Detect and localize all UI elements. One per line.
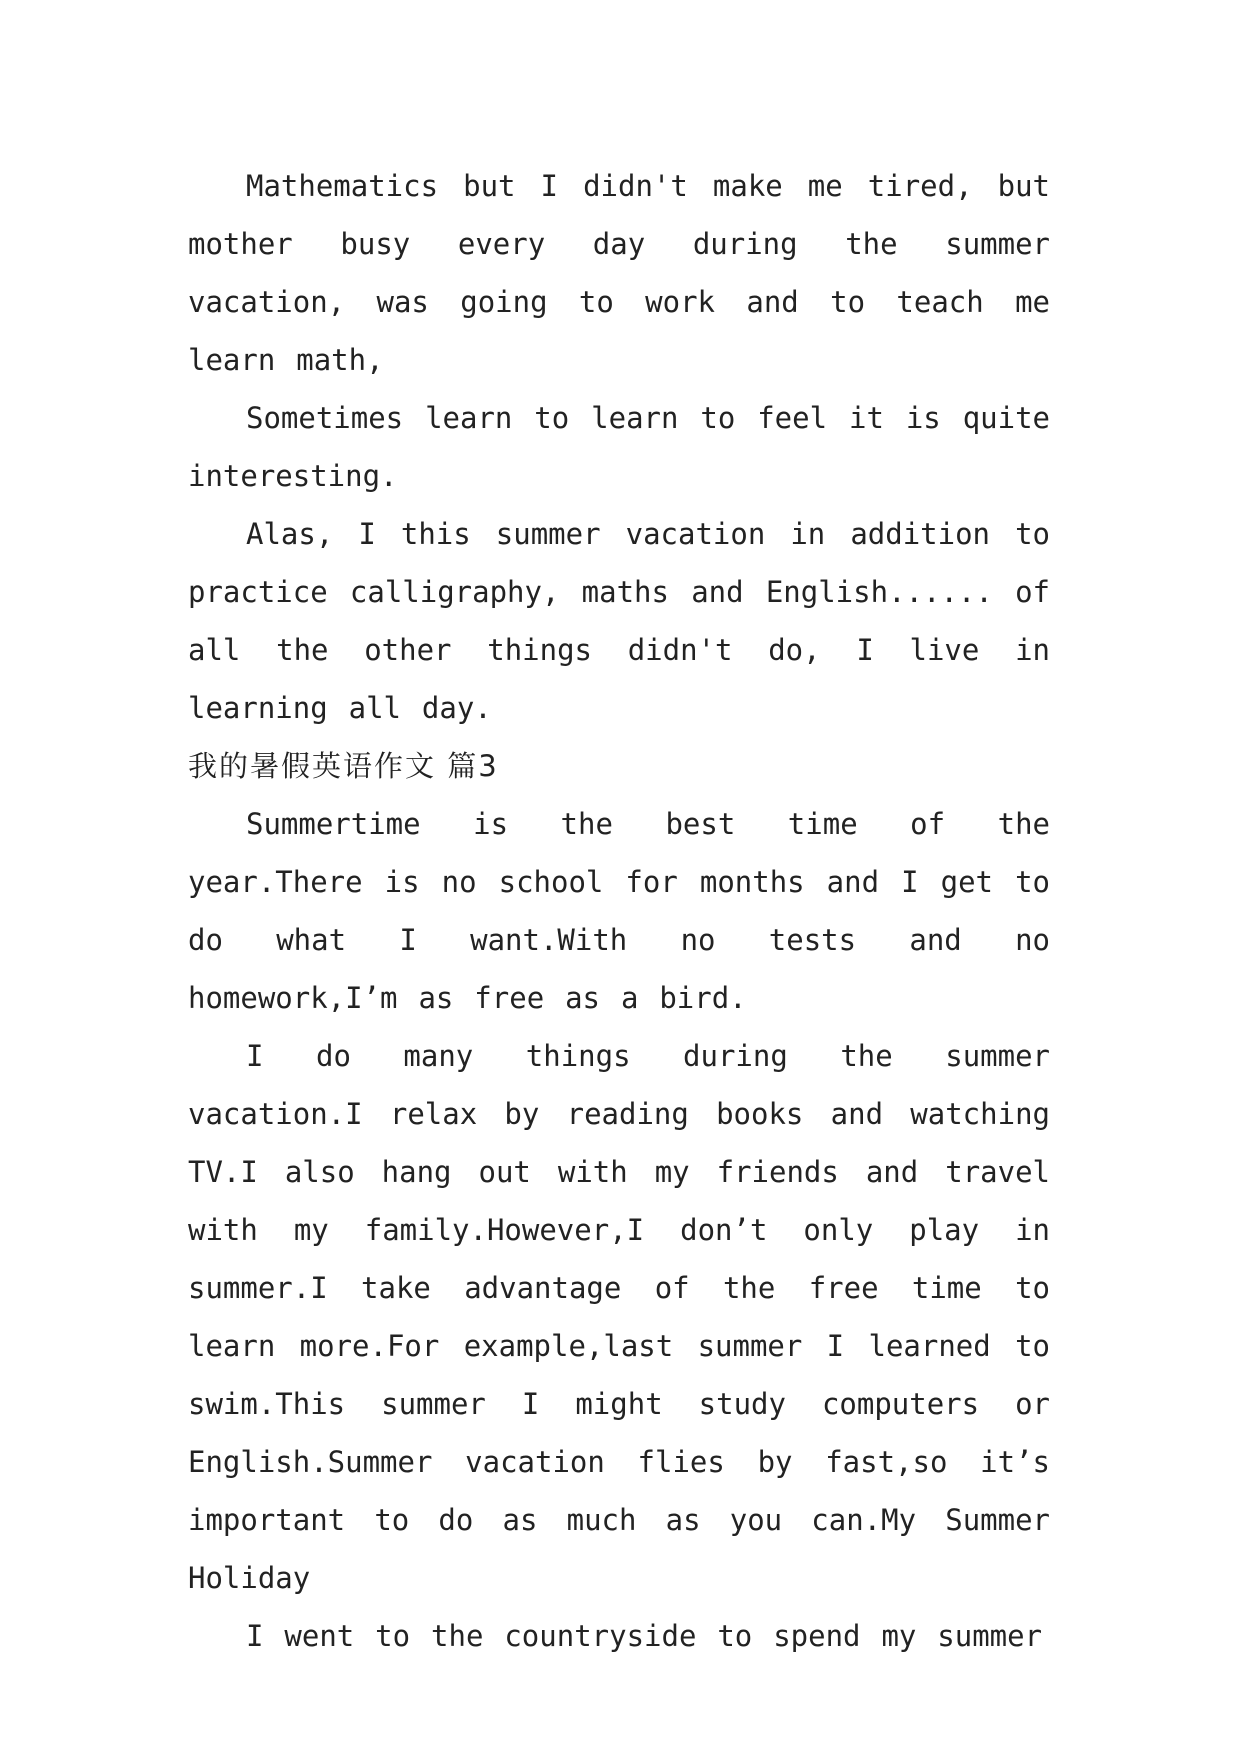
document-body: [188, 157, 1050, 1665]
paragraph-many-things: I do many things during the summer vacation.I relax by reading books and watching TV.I also hang out with my friends and travel with my family.However,I don’t only play in summer.I take advantage of the free time to learn more.For example,last summer I learned to swim.This summer I might study computers or English.Summer vacation flies by fast,so it’s important to do as much as you can.My Summer Holiday: [188, 1039, 1050, 1595]
paragraph-alas: Alas, I this summer vacation in addition to practice calligraphy, maths and English...... of all the other things didn't do, I live in learning all day.: [188, 517, 1050, 725]
paragraph-countryside: I went to the countryside to spend my summer: [246, 1619, 1043, 1653]
paragraph-sometimes: Sometimes learn to learn to feel it is quite interesting.: [188, 401, 1050, 493]
paragraph-summertime: Summertime is the best time of the year.There is no school for months and I get to do what I want.With no tests and no homework,I’m as free as a bird.: [188, 807, 1050, 1015]
paragraph-math: Mathematics but I didn't make me tired, but mother busy every day during the summer vacation, was going to work and to teach me learn math,: [188, 169, 1050, 377]
section-heading: 我的暑假英语作文 篇3: [188, 749, 499, 783]
